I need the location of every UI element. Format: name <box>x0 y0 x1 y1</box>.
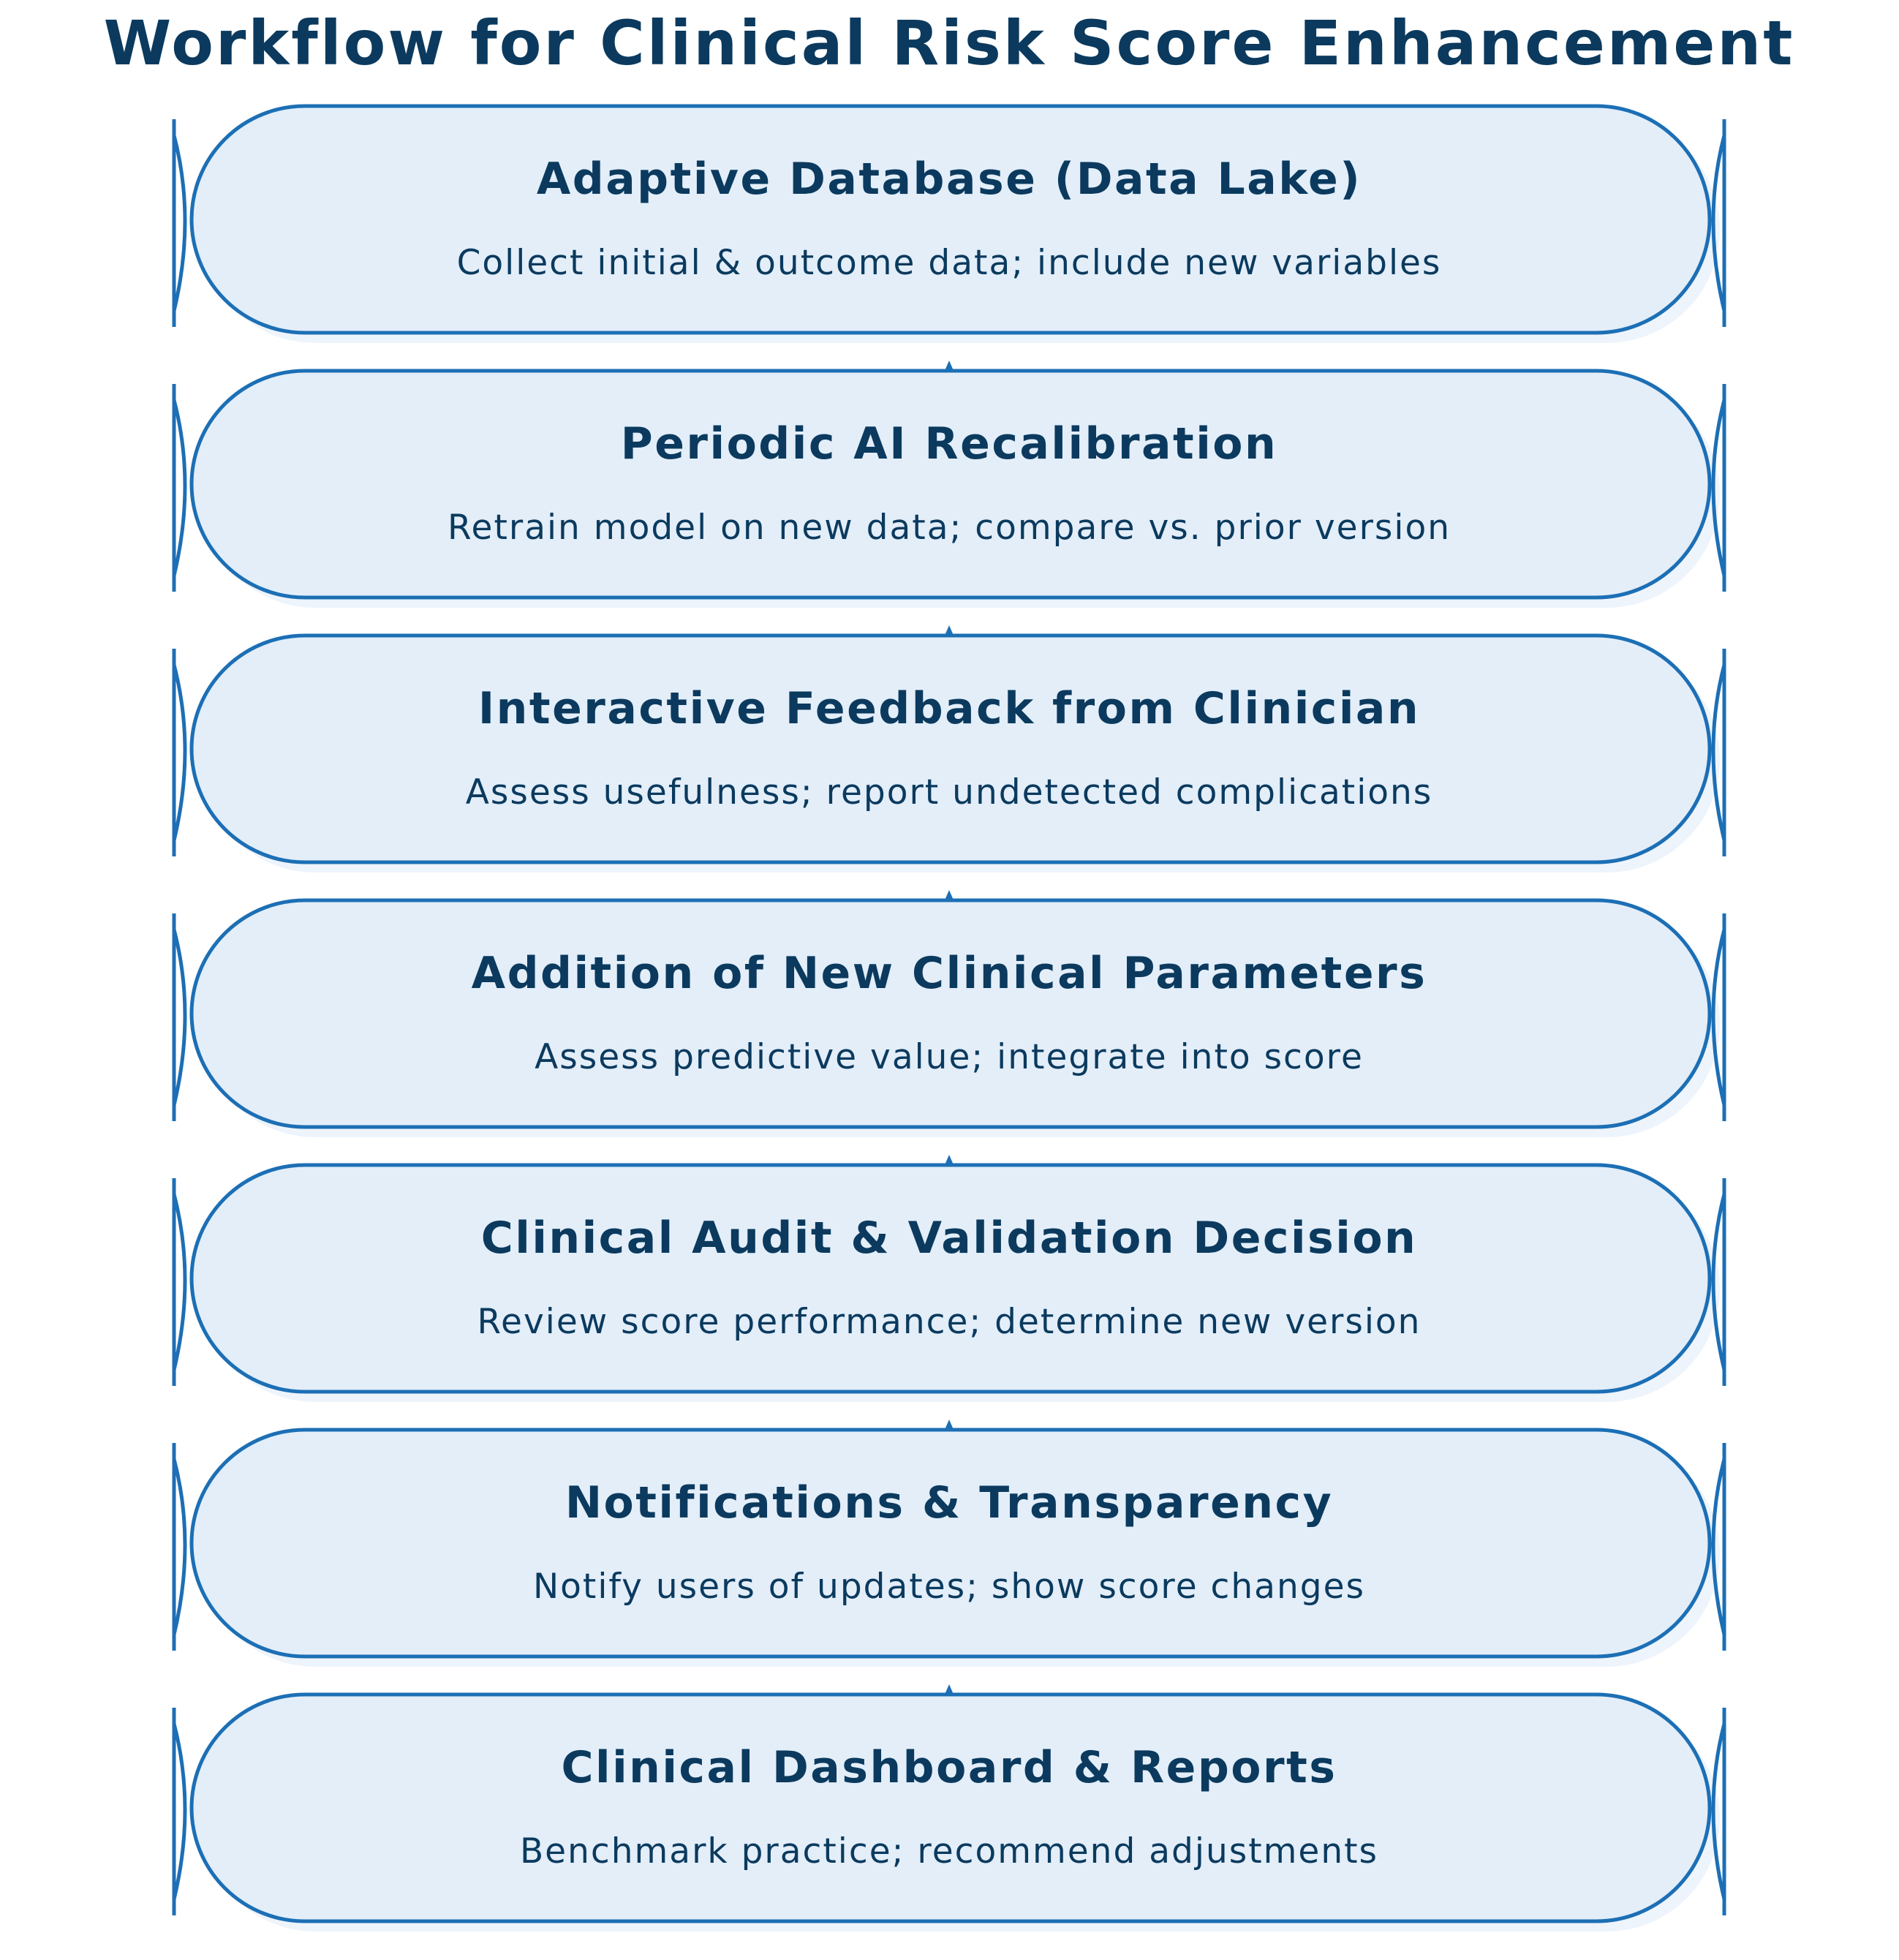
step-box <box>192 106 1710 333</box>
step-subtitle: Assess predictive value; integrate into score <box>535 1037 1364 1077</box>
step-subtitle: Assess usefulness; report undetected complications <box>465 772 1433 813</box>
step-title: Interactive Feedback from Clinician <box>477 683 1421 734</box>
step-title: Periodic AI Recalibration <box>620 418 1278 470</box>
workflow-step <box>174 1155 1724 1402</box>
workflow-step <box>174 1420 1724 1667</box>
step-subtitle: Benchmark practice; recommend adjustments <box>519 1831 1379 1872</box>
workflow-step <box>174 1684 1724 1931</box>
connector-arrow <box>944 361 954 372</box>
connector-arrow <box>944 890 954 902</box>
diagram-title: Workflow for Clinical Risk Score Enhancement <box>103 7 1795 79</box>
workflow-step <box>174 361 1724 608</box>
workflow-step <box>174 890 1724 1137</box>
connector-arrow <box>944 1155 954 1166</box>
step-title: Clinical Audit & Validation Decision <box>480 1213 1418 1264</box>
step-subtitle: Notify users of updates; show score changes <box>532 1567 1366 1607</box>
connector-arrow <box>944 625 954 637</box>
step-subtitle: Collect initial & outcome data; include new variables <box>456 243 1442 283</box>
step-box <box>192 1165 1710 1392</box>
connector-arrow <box>944 1420 954 1431</box>
step-subtitle: Retrain model on new data; compare vs. prior version <box>447 508 1451 548</box>
workflow-steps <box>174 106 1724 1931</box>
workflow-step <box>174 625 1724 872</box>
step-box <box>192 636 1710 862</box>
step-box <box>192 371 1710 598</box>
step-box <box>192 900 1710 1127</box>
step-title: Clinical Dashboard & Reports <box>561 1742 1337 1793</box>
step-title: Adaptive Database (Data Lake) <box>536 154 1362 205</box>
step-subtitle: Review score performance; determine new version <box>477 1302 1422 1342</box>
step-box <box>192 1430 1710 1656</box>
workflow-step <box>174 106 1724 343</box>
step-title: Notifications & Transparency <box>565 1477 1334 1529</box>
connector-arrow <box>944 1684 954 1696</box>
step-box <box>192 1695 1710 1921</box>
step-title: Addition of New Clinical Parameters <box>471 948 1427 999</box>
